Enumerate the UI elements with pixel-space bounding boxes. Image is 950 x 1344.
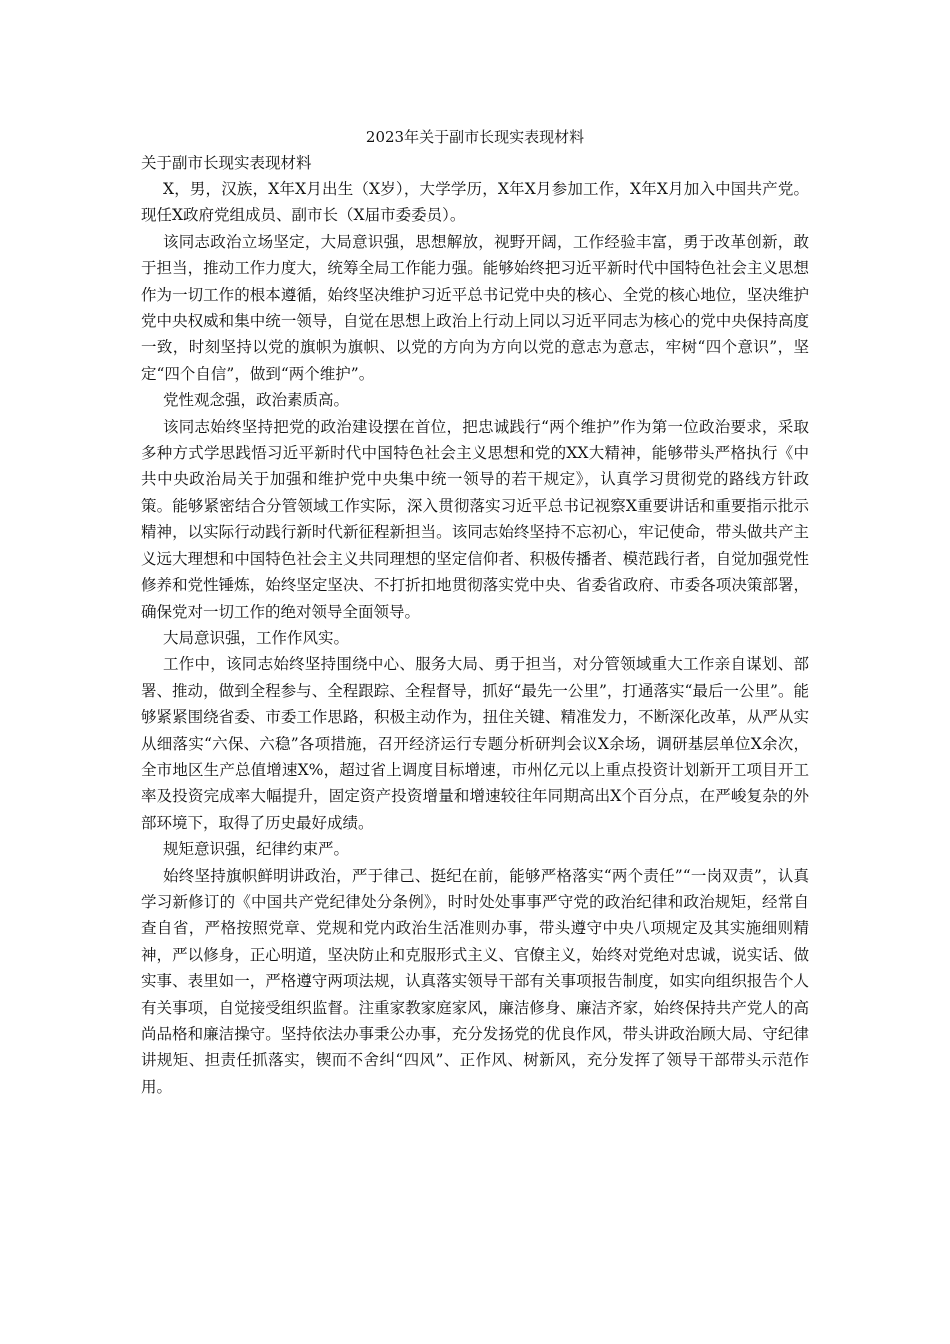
section-heading-discipline: 规矩意识强，纪律约束严。 — [163, 840, 350, 859]
section-heading-overall-awareness: 大局意识强，工作作风实。 — [163, 628, 350, 647]
paragraph-political-stance: 该同志政治立场坚定，大局意识强，思想解放，视野开阔，工作经验丰富，勇于改革创新，敢于担当，推动工作力度大，统筹全局工作能力强。能够始终把习近平新时代中国特色社会主义思想作为一切工作的根本遵循，始终坚决维护习近平总书记党中央的核心、全党的核心地位，坚决维护党中央权威和集中统一领导，自觉在思想上政治上行动上同以习近平同志为核心的党中央保持高度一致，时刻坚持以党的旗帜为旗帜、以党的方向为方向以党的意志为意志，牢树“四个意识”，坚定“四个自信”，做到“两个维护”。 — [141, 232, 809, 383]
paragraph-work-style: 工作中，该同志始终坚持围绕中心、服务大局、勇于担当，对分管领域重大工作亲自谋划、部署、推动，做到全程参与、全程跟踪、全程督导，抓好“最先一公里”，打通落实“最后一公里”。能够紧紧围绕省委、市委工作思路，积极主动作为，扭住关键、精准发力，不断深化改革，从严从实从细落实“六保、六稳”各项措施，召开经济运行专题分析研判会议X余场，调研基层单位X余次，全市地区生产总值增速X%，超过省上调度目标增速，市州亿元以上重点投资计划新开工项目开工率及投资完成率大幅提升，固定资产投资增量和增速较往年同期高出X个百分点，在严峻复杂的外部环境下，取得了历史最好成绩。 — [141, 655, 809, 832]
paragraph-discipline: 始终坚持旗帜鲜明讲政治，严于律己、挺纪在前，能够严格落实“两个责任”“一岗双责”，认真学习新修订的《中国共产党纪律处分条例》，时时处处事事严守党的政治纪律和政治规矩，经常自查自省，严格按照党章、党规和党内政治生活准则办事，带头遵守中央八项规定及其实施细则精神，严以修身，正心明道，坚决防止和克服形式主义、官僚主义，始终对党绝对忠诚，说实话、做实事、表里如一，严格遵守两项法规，认真落实领导干部有关事项报告制度，如实向组织报告个人有关事项，自觉接受组织监督。注重家教家庭家风，廉洁修身、廉洁齐家，始终保持共产党人的高尚品格和廉洁操守。坚持依法办事秉公办事，充分发扬党的优良作风，带头讲政治顾大局、守纪律讲规矩、担责任抓落实，锲而不舍纠“四风”、正作风、树新风，充分发挥了领导干部带头示范作用。 — [141, 866, 809, 1096]
paragraph-party-spirit: 该同志始终坚持把党的政治建设摆在首位，把忠诚践行“两个维护”作为第一位政治要求，采取多种方式学思践悟习近平新时代中国特色社会主义思想和党的XX大精神，能够带头严格执行《中共中央政治局关于加强和维护党中央集中统一领导的若干规定》，认真学习贯彻党的路线方针政策。能够紧密结合分管领域工作实际，深入贯彻落实习近平总书记视察X重要讲话和重要指示批示精神，以实际行动践行新时代新征程新担当。该同志始终坚持不忘初心，牢记使命，带头做共产主义远大理想和中国特色社会主义共同理想的坚定信仰者、积极传播者、模范践行者，自觉加强党性修养和党性锤炼，始终坚定坚决、不打折扣地贯彻落实党中央、省委省政府、市委各项决策部署，确保党对一切工作的绝对领导全面领导。 — [141, 417, 809, 621]
document-subtitle: 关于副市长现实表现材料 — [141, 154, 312, 172]
document-title: 2023年关于副市长现实表现材料 — [365, 128, 585, 146]
document-page — [141, 124, 809, 1100]
section-heading-party-spirit: 党性观念强，政治素质高。 — [163, 391, 350, 410]
paragraph-basic-info: X，男，汉族，X年X月出生（X岁），大学学历，X年X月参加工作，X年X月加入中国共产党。现任X政府党组成员、副市长（X届市委委员）。 — [141, 180, 809, 225]
